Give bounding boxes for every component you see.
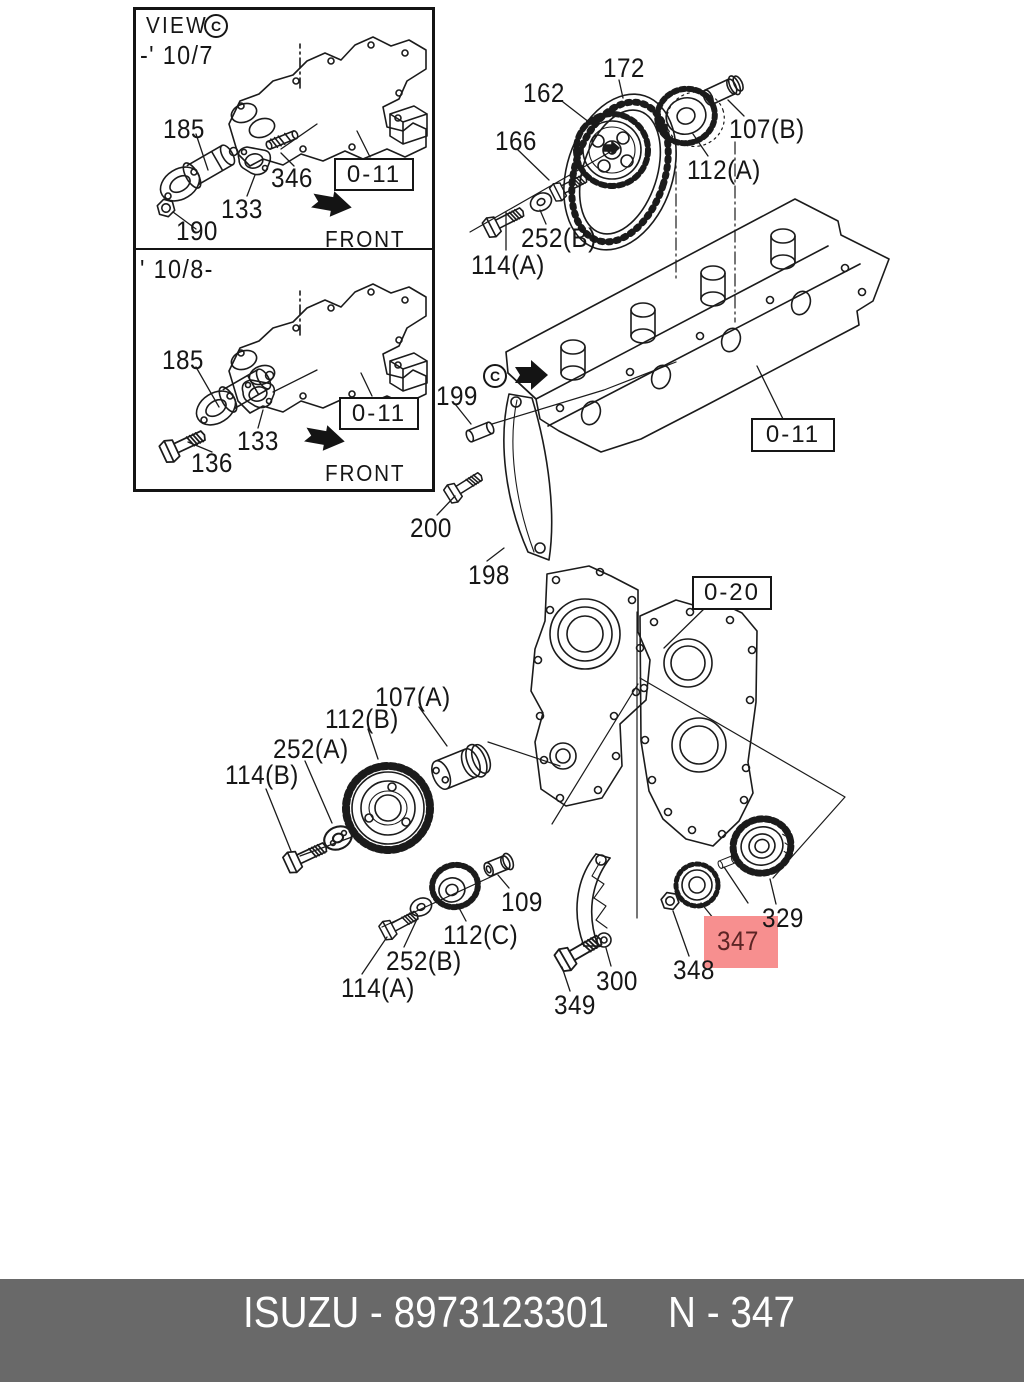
part-label-252b2: 252(B) bbox=[386, 946, 462, 976]
bushing-109-drawing bbox=[482, 852, 516, 879]
footer-bar bbox=[0, 1279, 1024, 1382]
pin-199-drawing bbox=[465, 421, 495, 443]
part-label-114a: 114(A) bbox=[471, 250, 545, 280]
part-label-346: 346 bbox=[271, 163, 313, 193]
part-label-114a2: 114(A) bbox=[341, 973, 415, 1003]
cam-idler-gear-112b-drawing bbox=[346, 766, 430, 850]
part-label-199: 199 bbox=[436, 381, 478, 411]
part-label-185-bottom: 185 bbox=[162, 345, 204, 375]
part-label-112a: 112(A) bbox=[687, 155, 761, 185]
bolt-200-drawing bbox=[442, 467, 486, 505]
part-label-109: 109 bbox=[501, 887, 543, 917]
part-label-300: 300 bbox=[596, 966, 638, 996]
footer-page-ref: N - 347 bbox=[668, 1288, 795, 1337]
part-label-133-bottom: 133 bbox=[237, 426, 279, 456]
part-label-136: 136 bbox=[191, 448, 233, 478]
part-label-114b: 114(B) bbox=[225, 760, 299, 790]
front-label-bottom: FRONT bbox=[325, 460, 406, 486]
view-c-mark-main: C bbox=[483, 364, 507, 388]
gear-347-drawing bbox=[676, 864, 718, 906]
view-direction-arrow-icon bbox=[515, 360, 548, 390]
part-label-133-top: 133 bbox=[221, 194, 263, 224]
ref-box-0-11-main: 0-11 bbox=[751, 418, 835, 452]
camshaft-sprocket-162-drawing bbox=[576, 114, 648, 186]
inset-period-top: -' 10/7 bbox=[140, 40, 214, 70]
part-label-329: 329 bbox=[762, 903, 804, 933]
ref-box-0-20: 0-20 bbox=[692, 576, 772, 610]
ref-box-0-11-inset-top: 0-11 bbox=[334, 158, 414, 191]
part-label-112b: 112(B) bbox=[325, 704, 399, 734]
part-label-166: 166 bbox=[495, 126, 537, 156]
part-label-112c: 112(C) bbox=[443, 920, 519, 950]
part-label-348: 348 bbox=[673, 955, 715, 985]
front-label-top: FRONT bbox=[325, 226, 406, 252]
ref-box-0-11-inset-bottom: 0-11 bbox=[339, 397, 419, 430]
part-label-347-selected: 347 bbox=[717, 926, 759, 956]
timing-case-rear-drawing bbox=[531, 566, 650, 806]
chain-guide-300-drawing bbox=[577, 854, 611, 947]
part-label-252b: 252(B) bbox=[521, 223, 597, 253]
bushing-107b-drawing bbox=[700, 73, 746, 108]
part-label-162: 162 bbox=[523, 78, 565, 108]
shaft-107a-drawing bbox=[427, 740, 494, 794]
part-label-172: 172 bbox=[603, 53, 645, 83]
inset-period-bottom: ' 10/8- bbox=[140, 254, 214, 284]
part-label-190: 190 bbox=[176, 216, 218, 246]
part-label-107b: 107(B) bbox=[729, 114, 805, 144]
part-label-198: 198 bbox=[468, 560, 510, 590]
inset-view-c-mark: C bbox=[204, 14, 228, 38]
part-label-200: 200 bbox=[410, 513, 452, 543]
inset-view-label: VIEW bbox=[146, 12, 208, 38]
bolt-114b-drawing bbox=[282, 837, 331, 875]
chain-guide-198-drawing bbox=[504, 394, 552, 560]
part-label-252a: 252(A) bbox=[273, 734, 349, 764]
part-label-107a: 107(A) bbox=[375, 682, 451, 712]
part-label-349: 349 bbox=[554, 990, 596, 1020]
bevel-gear-112c-drawing bbox=[427, 860, 482, 912]
part-label-185-top: 185 bbox=[163, 114, 205, 144]
footer-part-number: ISUZU - 8973123301 bbox=[243, 1288, 609, 1337]
